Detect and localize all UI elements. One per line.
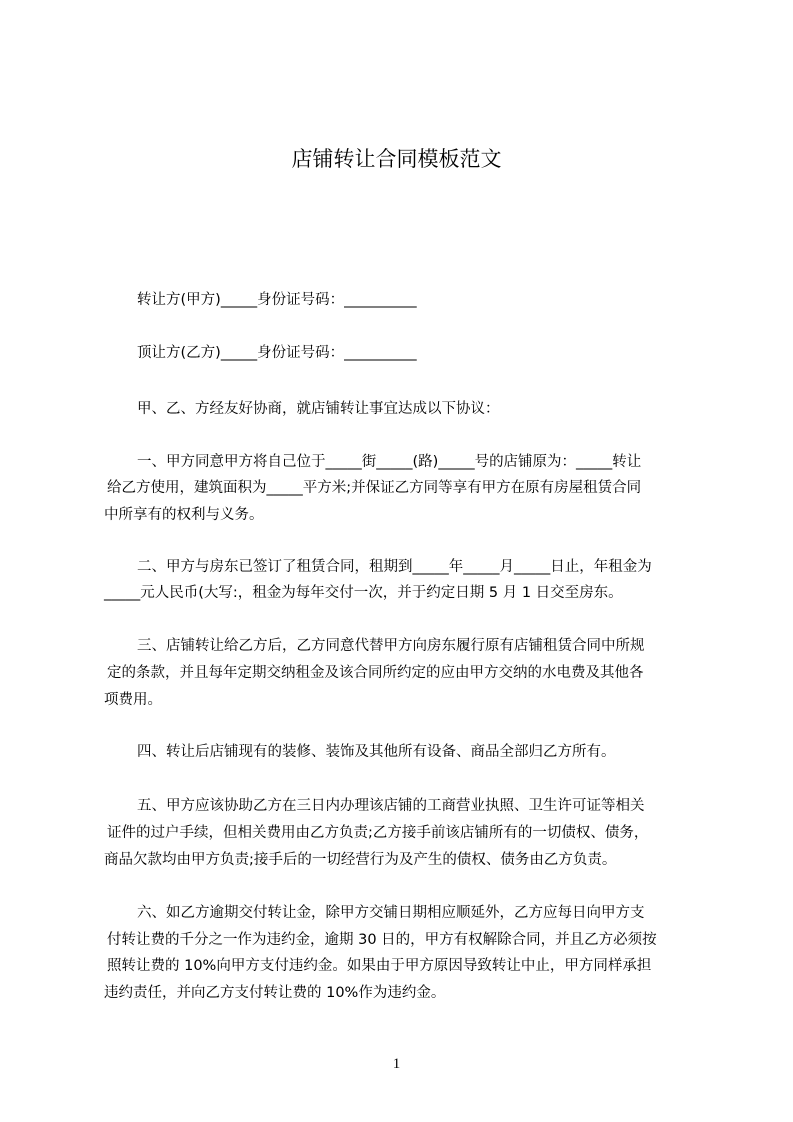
text-line: 四、转让后店铺现有的装修、装饰及其他所有设备、商品全部归乙方所有。 xyxy=(137,744,616,760)
text-line: 定的条款，并且每年定期交纳租金及该合同所约定的应由甲方交纳的水电费及其他各 xyxy=(107,665,644,681)
text-line: 付转让费的千分之一作为违约金，逾期 30 日的，甲方有权解除合同，并且乙方必须按 xyxy=(107,932,657,948)
text-line: 一、甲方同意甲方将自己位于_____街_____(路)_____号的店铺原为：_____转让 xyxy=(137,454,642,470)
text-line: 给乙方使用，建筑面积为_____平方米;并保证乙方同等享有甲方在原有房屋租赁合同 xyxy=(107,480,642,496)
text-line: 顶让方(乙方)_____身份证号码：__________ xyxy=(137,345,417,361)
text-line: 项费用。 xyxy=(104,692,162,708)
text-line: 证件的过户手续，但相关费用由乙方负责;乙方接手前该店铺所有的一切债权、债务， xyxy=(107,825,649,841)
text-line: 转让方(甲方)_____身份证号码：__________ xyxy=(137,292,417,308)
text-line: 五、甲方应该协助乙方在三日内办理该店铺的工商营业执照、卫生许可证等相关 xyxy=(137,798,645,814)
text-line: 甲、乙、方经友好协商，就店铺转让事宜达成以下协议： xyxy=(137,401,500,417)
text-line: _____元人民币(大写:，租金为每年交付一次，并于约定日期 5 月 1 日交至房东。 xyxy=(104,585,623,601)
text-line: 中所享有的权利与义务。 xyxy=(104,507,264,523)
document-title: 店铺转让合同模板范文 xyxy=(291,147,502,171)
text-line: 六、如乙方逾期交付转让金，除甲方交铺日期相应顺延外，乙方应每日向甲方支 xyxy=(137,905,645,921)
text-line: 二、甲方与房东已签订了租赁合同，租期到_____年_____月_____日止，年租金为 xyxy=(137,559,652,575)
text-line: 违约责任，并向乙方支付转让费的 10%作为违约金。 xyxy=(104,985,446,1001)
text-line: 照转让费的 10%向甲方支付违约金。如果由于甲方原因导致转让中止，甲方同样承担 xyxy=(107,958,652,974)
text-line: 三、店铺转让给乙方后，乙方同意代替甲方向房东履行原有店铺租赁合同中所规 xyxy=(137,638,645,654)
text-line: 商品欠款均由甲方负责;接手后的一切经营行为及产生的债权、债务由乙方负责。 xyxy=(104,852,617,868)
page-number: 1 xyxy=(392,1056,401,1072)
